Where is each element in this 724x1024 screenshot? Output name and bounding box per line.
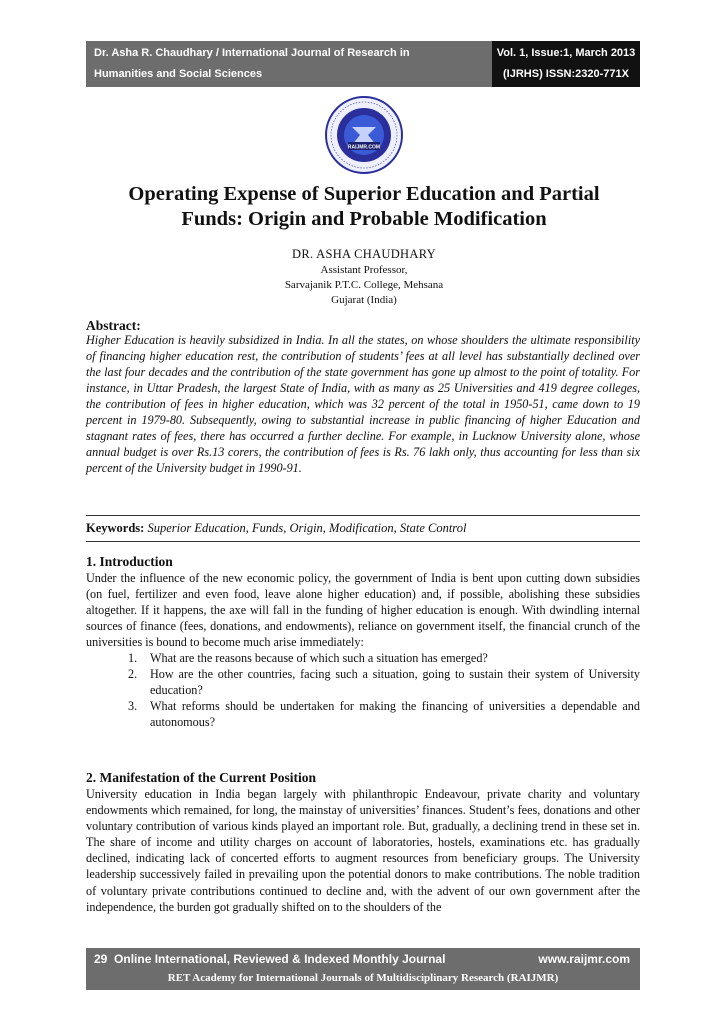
header-journal-subject: Humanities and Social Sciences [94, 68, 263, 80]
section-heading-current-position: 2. Manifestation of the Current Position [86, 770, 316, 785]
author-institution: Sarvajanik P.T.C. College, Mehsana [284, 279, 444, 291]
header-volume-issue: Vol. 1, Issue:1, March 2013 [496, 47, 636, 59]
keywords-bottom-rule [86, 541, 640, 542]
keywords-top-rule [86, 515, 640, 516]
research-questions-list [128, 650, 640, 730]
author-location: Gujarat (India) [331, 294, 397, 306]
footer-academy-name: RET Academy for International Journals of Multidisciplinary Research (RAIJMR) [167, 972, 559, 984]
section-heading-introduction: 1. Introduction [86, 554, 173, 569]
footer-journal-name: Online International, Reviewed & Indexed Monthly Journal [114, 952, 446, 966]
abstract-heading: Abstract: [86, 318, 141, 333]
current-position-paragraph: University education in India began largely with philanthropic Endeavour, private charity and voluntary endowments which remained, for long, the mainstay of universities’ finances. Student’s fees, donations and other voluntary contribution of various kinds played an important role. But, gradually, a declining trend in these set in. The share of income and utility charges on account of laboratories, hostels, examinations etc. has gradually declined, indicating lack of concerted efforts to augment resources from beneficiary groups. The University leadership successively failed in prevailing upon the potential donors to make contributions. The noble tradition of voluntary private contributions continued to decline and, with the advent of our own government after the independence, the burden got gradually shifted on to the shoulders of the [86, 787, 640, 914]
header-issn: (IJRHS) ISSN:2320-771X [503, 68, 629, 80]
list-item [128, 666, 640, 698]
header-issue-box [492, 41, 640, 87]
list-item [128, 650, 640, 666]
list-item-number: 1. [128, 651, 138, 665]
page-footer [86, 948, 640, 990]
introduction-paragraph: Under the influence of the new economic policy, the government of India is bent upon cutting down subsidies (on fuel, fertilizer and even food, leave alone higher education) and, if possible, abolishing these subsidies altogether. If it happens, the axe will fall in the funding of higher education is enough. With dwindling internal sources of finance (fees, donations, and endowments), reliance on government itself, the financial crunch of the universities is bound to become much arise immediately: [86, 571, 640, 650]
list-item-text: What reforms should be undertaken for making the financing of universities a dependable and autonomous? [150, 699, 640, 730]
author-position: Assistant Professor, [320, 264, 408, 276]
footer-journal-line [94, 952, 445, 966]
paper-title-line2: Funds: Origin and Probable Modification [181, 208, 547, 230]
page-number: 29 [94, 952, 108, 966]
logo-center-text: RAIJMR.COM [347, 144, 381, 151]
list-item-text: How are the other countries, facing such a situation, going to sustain their system of University education? [150, 667, 640, 698]
footer-website-link[interactable]: www.raijmr.com [538, 952, 630, 966]
paper-title-line1: Operating Expense of Superior Education and Partial [128, 183, 600, 205]
author-name: DR. ASHA CHAUDHARY [292, 247, 436, 261]
list-item-number: 3. [128, 699, 138, 714]
keywords-text: Superior Education, Funds, Origin, Modification, State Control [147, 521, 467, 535]
header-journal-box [86, 41, 492, 87]
journal-seal-logo-icon [318, 95, 410, 175]
list-item [128, 698, 640, 730]
abstract-text: Higher Education is heavily subsidized in India. In all the states, on whose shoulders the ultimate responsibility of financing higher education rest, the contribution of students’ fees at all level has substantially declined over the last four decades and the contribution of the state government has gone up almost to the point of totality. For instance, in Uttar Pradesh, the largest State of India, with as many as 25 Universities and 419 degree colleges, the contribution of fees in higher education, which was 32 percent of the total in 1950-51, came down to 19 percent in 1979-80. Subsequently, owing to substantial increase in public financing of higher Education and stagnant rates of fees, there has occurred a further decline. For example, in Lucknow University alone, whose annual budget is over Rs.13 corers, the contribution of fees is Rs. 76 lakh only, thus accounting for less than six percent of the University budget in 1990-91. [86, 333, 640, 475]
keywords-line [86, 521, 466, 536]
list-item-number: 2. [128, 667, 138, 682]
header-author-journal: Dr. Asha R. Chaudhary / International Journal of Research in [94, 47, 410, 59]
keywords-label: Keywords: [86, 521, 145, 535]
paper-title [88, 182, 640, 232]
list-item-text: What are the reasons because of which such a situation has emerged? [150, 651, 488, 665]
